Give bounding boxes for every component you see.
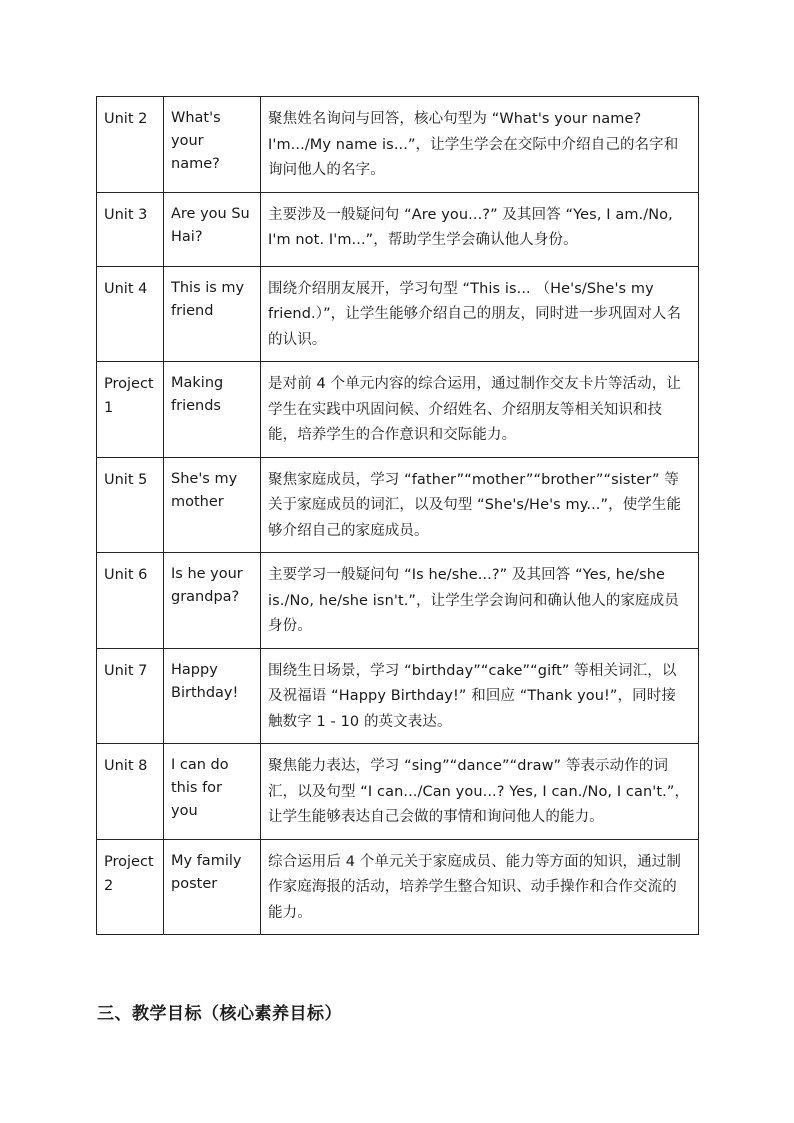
unit-cell: Unit 6 [97,553,164,649]
section-heading: 三、教学目标（核心素养目标） [97,1004,342,1024]
unit-cell: Project 2 [97,839,164,935]
unit-description-cell: 围绕介绍朋友展开，学习句型 “This is... （He's/She's my friend.）”，让学生能够介绍自己的朋友，同时进一步巩固对人名的认识。 [261,266,699,362]
unit-title-cell: She's my mother [164,457,261,553]
unit-title-cell: This is my friend [164,266,261,362]
table-row [97,266,699,362]
unit-description-cell: 聚焦姓名询问与回答，核心句型为 “What's your name? I'm.../My name is...”，让学生学会在交际中介绍自己的名字和询问他人的名字。 [261,97,699,193]
unit-description-cell: 主要涉及一般疑问句 “Are you...?” 及其回答 “Yes, I am./No, I'm not. I'm...”，帮助学生学会确认他人身份。 [261,192,699,266]
unit-overview-table [96,96,699,935]
unit-description-cell: 围绕生日场景，学习 “birthday”“cake”“gift” 等相关词汇，以及祝福语 “Happy Birthday!” 和回应 “Thank you!”，同时接触数字 1 - 10 的英文表达。 [261,648,699,744]
table-row [97,744,699,840]
unit-cell: Unit 8 [97,744,164,840]
unit-title-cell: My family poster [164,839,261,935]
unit-title-cell: Are you Su Hai? [164,192,261,266]
unit-title-cell: Is he your grandpa? [164,553,261,649]
unit-cell: Unit 2 [97,97,164,193]
unit-cell: Unit 4 [97,266,164,362]
unit-description-cell: 聚焦能力表达，学习 “sing”“dance”“draw” 等表示动作的词汇，以及句型 “I can.../Can you...? Yes, I can./No, I can't.”，让学生能够表达自己会做的事情和询问他人的能力。 [261,744,699,840]
unit-title-cell: What's your name? [164,97,261,193]
unit-description-cell: 主要学习一般疑问句 “Is he/she...?” 及其回答 “Yes, he/she is./No, he/she isn't.”，让学生学会询问和确认他人的家庭成员身份。 [261,553,699,649]
unit-cell: Unit 3 [97,192,164,266]
table-row [97,362,699,458]
unit-cell: Unit 7 [97,648,164,744]
unit-cell: Project 1 [97,362,164,458]
unit-cell: Unit 5 [97,457,164,553]
table-row [97,839,699,935]
unit-description-cell: 综合运用后 4 个单元关于家庭成员、能力等方面的知识，通过制作家庭海报的活动，培养学生整合知识、动手操作和合作交流的能力。 [261,839,699,935]
unit-title-cell: I can do this for you [164,744,261,840]
unit-description-cell: 是对前 4 个单元内容的综合运用，通过制作交友卡片等活动，让学生在实践中巩固问候、介绍姓名、介绍朋友等相关知识和技能，培养学生的合作意识和交际能力。 [261,362,699,458]
table-row [97,553,699,649]
unit-title-cell: Happy Birthday! [164,648,261,744]
table-row [97,648,699,744]
table-row [97,457,699,553]
unit-description-cell: 聚焦家庭成员，学习 “father”“mother”“brother”“sister” 等关于家庭成员的词汇，以及句型 “She's/He's my...”，使学生能够介绍自己的家庭成员。 [261,457,699,553]
table-row [97,192,699,266]
unit-title-cell: Making friends [164,362,261,458]
table-row [97,97,699,193]
